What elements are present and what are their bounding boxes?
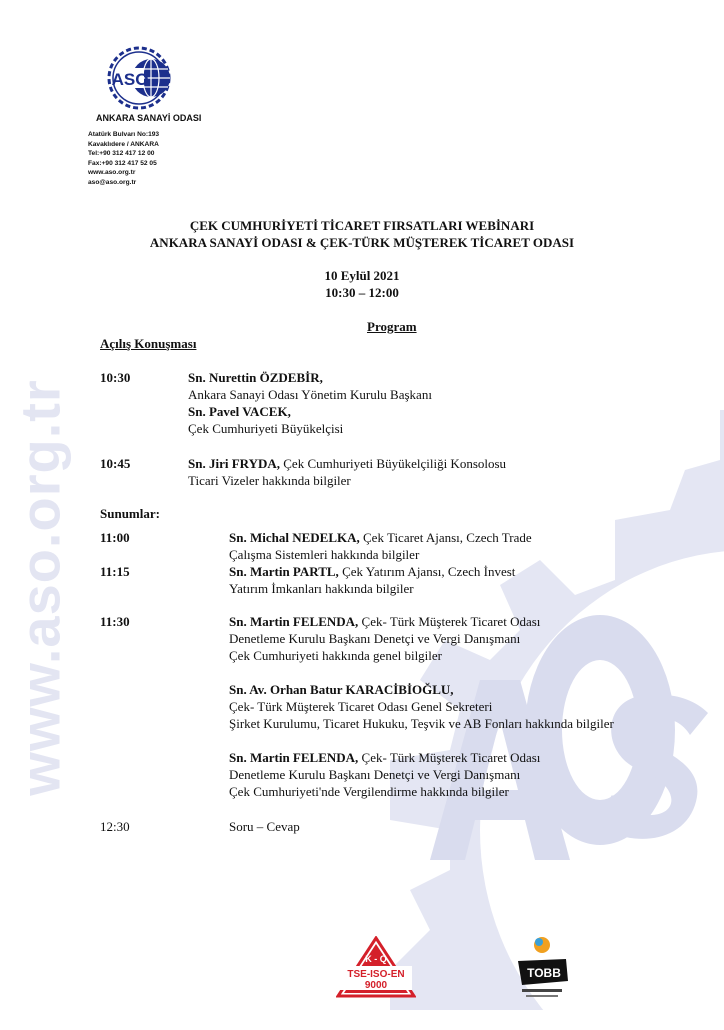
speaker-role: Çek- Türk Müşterek Ticaret Odası [358,750,541,765]
speaker-line [229,614,540,630]
speaker-title: Denetleme Kurulu Başkanı Denetçi ve Vergi Danışmanı [229,767,521,782]
tobb-badge [512,933,572,1003]
speaker-name: Sn. Martin FELENDA, [229,614,359,629]
presentations-heading: Sunumlar: [100,506,160,521]
speaker-name: Sn. Jiri FRYDA, [188,456,280,471]
session-topic: Çek Cumhuriyeti hakkında genel bilgiler [229,648,443,663]
speaker-role: Çek Cumhuriyeti Büyükelçisi [188,421,344,436]
speaker-name: Sn. Martin FELENDA, [229,750,359,765]
address-street: Atatürk Bulvarı No:193 [88,131,160,138]
speaker-name: Sn. Martin PARTL, [229,564,339,579]
speaker-line [229,564,515,580]
speaker-role: Çek- Türk Müşterek Ticaret Odası Genel Sekreteri [229,699,493,714]
closing-time: 12:30 [100,819,130,834]
event-date: 10 Eylül 2021 [324,268,400,283]
speaker-line [229,750,540,766]
session-topic: Şirket Kurulumu, Ticaret Hukuku, Teşvik ve AB Fonları hakkında bilgiler [229,716,614,731]
closing-label: Soru – Cevap [229,819,300,834]
opening-time-2: 10:45 [100,456,131,471]
event-time: 10:30 – 12:00 [325,285,399,300]
program-heading: Program [367,319,417,334]
speaker-line [188,456,506,472]
address-phone: Tel:+90 312 417 12 00 [88,150,155,157]
svg-text:9000: 9000 [364,980,388,991]
presentation-time-1: 11:00 [100,530,130,545]
address-website[interactable]: www.aso.org.tr [88,169,136,176]
tse-iso-badge [336,936,416,998]
organization-name: ANKARA SANAYİ ODASI [96,113,202,123]
session-topic: Çek Cumhuriyeti'nde Vergilendirme hakkında bilgiler [229,784,509,799]
session-topic: Çalışma Sistemleri hakkında bilgiler [229,547,420,562]
session-topic: Ticari Vizeler hakkında bilgiler [188,473,351,488]
speaker-role: Ankara Sanayi Odası Yönetim Kurulu Başkanı [188,387,432,402]
opening-heading: Açılış Konuşması [100,336,197,351]
svg-text:TSE-ISO-EN: TSE-ISO-EN [347,969,405,980]
address-block [88,130,159,187]
speaker-name: Sn. Pavel VACEK, [188,404,291,419]
svg-text:TOBB: TOBB [527,966,561,980]
watermark-url: www.aso.org.tr [8,379,72,796]
event-subtitle: ANKARA SANAYİ ODASI & ÇEK-TÜRK MÜŞTEREK TİCARET ODASI [149,235,575,250]
speaker-role: Çek Ticaret Ajansı, Czech Trade [359,530,532,545]
event-title: ÇEK CUMHURİYETİ TİCARET FIRSATLARI WEBİNARI [189,218,535,233]
speaker-name: Sn. Av. Orhan Batur KARACİBİOĞLU, [229,682,454,697]
svg-text:K - Q: K - Q [365,954,387,964]
speaker-line [229,530,532,546]
svg-text:ASO: ASO [111,70,149,89]
opening-time-1: 10:30 [100,370,131,385]
speaker-role: Çek- Türk Müşterek Ticaret Odası [358,614,541,629]
speaker-name: Sn. Michal NEDELKA, [229,530,360,545]
address-email[interactable]: aso@aso.org.tr [88,178,137,186]
address-district: Kavaklıdere / ANKARA [88,140,159,148]
aso-logo [103,42,175,114]
speaker-name: Sn. Nurettin ÖZDEBİR, [188,370,323,385]
speaker-title: Denetleme Kurulu Başkanı Denetçi ve Vergi Danışmanı [229,631,521,646]
speaker-role: Çek Cumhuriyeti Büyükelçiliği Konsolosu [280,456,507,471]
address-fax: Fax:+90 312 417 52 05 [88,159,157,167]
session-topic: Yatırım İmkanları hakkında bilgiler [229,581,414,596]
speaker-role: Çek Yatırım Ajansı, Czech İnvest [338,564,516,579]
presentation-time-3: 11:30 [100,614,130,629]
presentation-time-2: 11:15 [100,564,130,579]
